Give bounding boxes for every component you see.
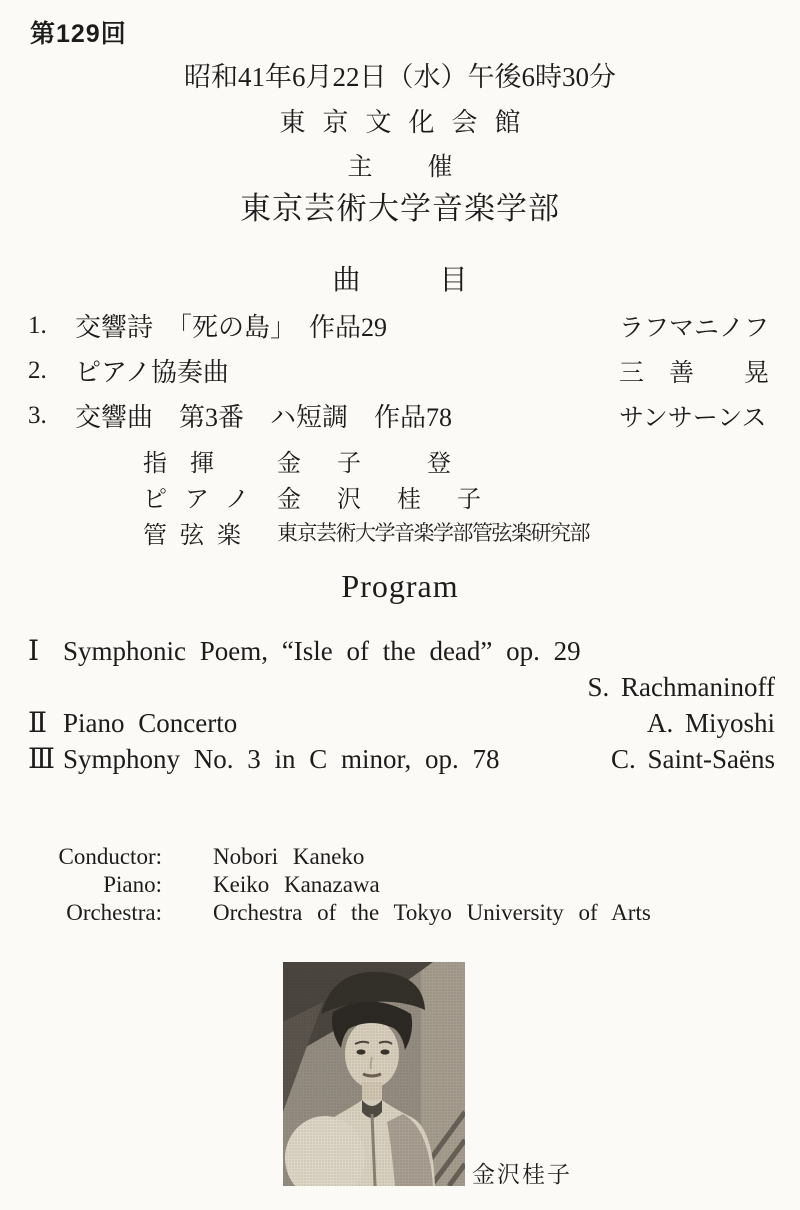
credits-en: [40, 843, 651, 927]
program-jp-heading-char: 曲: [332, 265, 361, 296]
edition-number: 第129回: [30, 20, 127, 48]
pianist-photo-halftone: [283, 962, 465, 1186]
item-title: ピアノ協奏曲: [75, 358, 229, 387]
program-en-item: [28, 706, 775, 742]
item-composer: サンサーンス: [619, 404, 767, 432]
item-composer: ラフマニノフ: [619, 314, 770, 342]
roman-numeral: Ⅰ: [28, 636, 40, 667]
en-item-title: Piano Concerto: [63, 708, 238, 738]
credit-row-conductor: [143, 442, 589, 478]
en-item-composer: S. Rachmaninoff: [587, 672, 775, 702]
credit-name: 金 沢 桂 子: [277, 486, 487, 513]
program-en-heading: Program: [341, 568, 459, 604]
pianist-photo: [283, 962, 465, 1186]
credit-row-piano: [143, 478, 589, 514]
credit-name: 東京芸術大学音楽学部管弦楽研究部: [277, 521, 589, 545]
credit-row-orchestra: [40, 899, 651, 927]
credit-role: 管弦楽: [143, 522, 254, 549]
credit-value: Orchestra of the Tokyo University of Arts: [213, 900, 651, 925]
en-item-composer: C. Saint-Saëns: [611, 744, 775, 774]
credit-label: Conductor:: [58, 844, 162, 869]
program-jp-heading-char: 目: [439, 265, 468, 296]
program-en-composer-line: [28, 672, 775, 706]
sponsor-name: 東京芸術大学音楽学部: [240, 191, 560, 226]
item-title: 交響曲 第3番 ハ短調 作品78: [75, 403, 453, 432]
en-item-composer: A. Miyoshi: [646, 708, 775, 738]
photo-caption: 金沢桂子: [472, 1162, 572, 1187]
program-en-item: [28, 742, 775, 778]
item-number: 2.: [28, 356, 47, 384]
en-item-title: Symphonic Poem, “Isle of the dead” op. 29: [63, 636, 581, 666]
sponsor-heading-char: 催: [427, 154, 453, 181]
sponsor-heading: [0, 147, 800, 183]
credit-value: Nobori Kaneko: [213, 844, 365, 869]
en-item-title: Symphony No. 3 in C minor, op. 78: [63, 744, 500, 774]
credit-name: 金 子 登: [277, 450, 457, 477]
program-en-item: [28, 634, 775, 672]
program-jp-item: [0, 348, 800, 393]
credit-row-piano: [40, 871, 651, 899]
concert-datetime: 昭和41年6月22日（水）午後6時30分: [184, 62, 616, 92]
program-jp-list: [0, 303, 800, 438]
roman-numeral: Ⅱ: [28, 708, 48, 739]
credit-row-orchestra: [143, 514, 589, 550]
credit-role: ピアノ: [143, 486, 268, 513]
program-jp-item: [0, 393, 800, 438]
roman-numeral: Ⅲ: [28, 744, 56, 775]
item-title: 交響詩 「死の島」 作品29: [75, 313, 388, 342]
sponsor-heading-char: 主: [347, 154, 373, 181]
item-number: 3.: [28, 401, 47, 429]
program-jp-item: [0, 303, 800, 348]
program-jp-heading: [0, 258, 800, 298]
item-number: 1.: [28, 311, 47, 339]
credits-jp: [143, 442, 589, 550]
credit-label: Orchestra:: [66, 900, 162, 925]
program-en-list: [0, 634, 800, 778]
venue-name: 東京文化会館: [279, 108, 538, 137]
credit-label: Piano:: [103, 872, 162, 897]
credit-role: 指揮: [143, 450, 237, 477]
item-composer: 三 善 晃: [619, 359, 770, 387]
credit-value: Keiko Kanazawa: [213, 872, 380, 897]
credit-row-conductor: [40, 843, 651, 871]
